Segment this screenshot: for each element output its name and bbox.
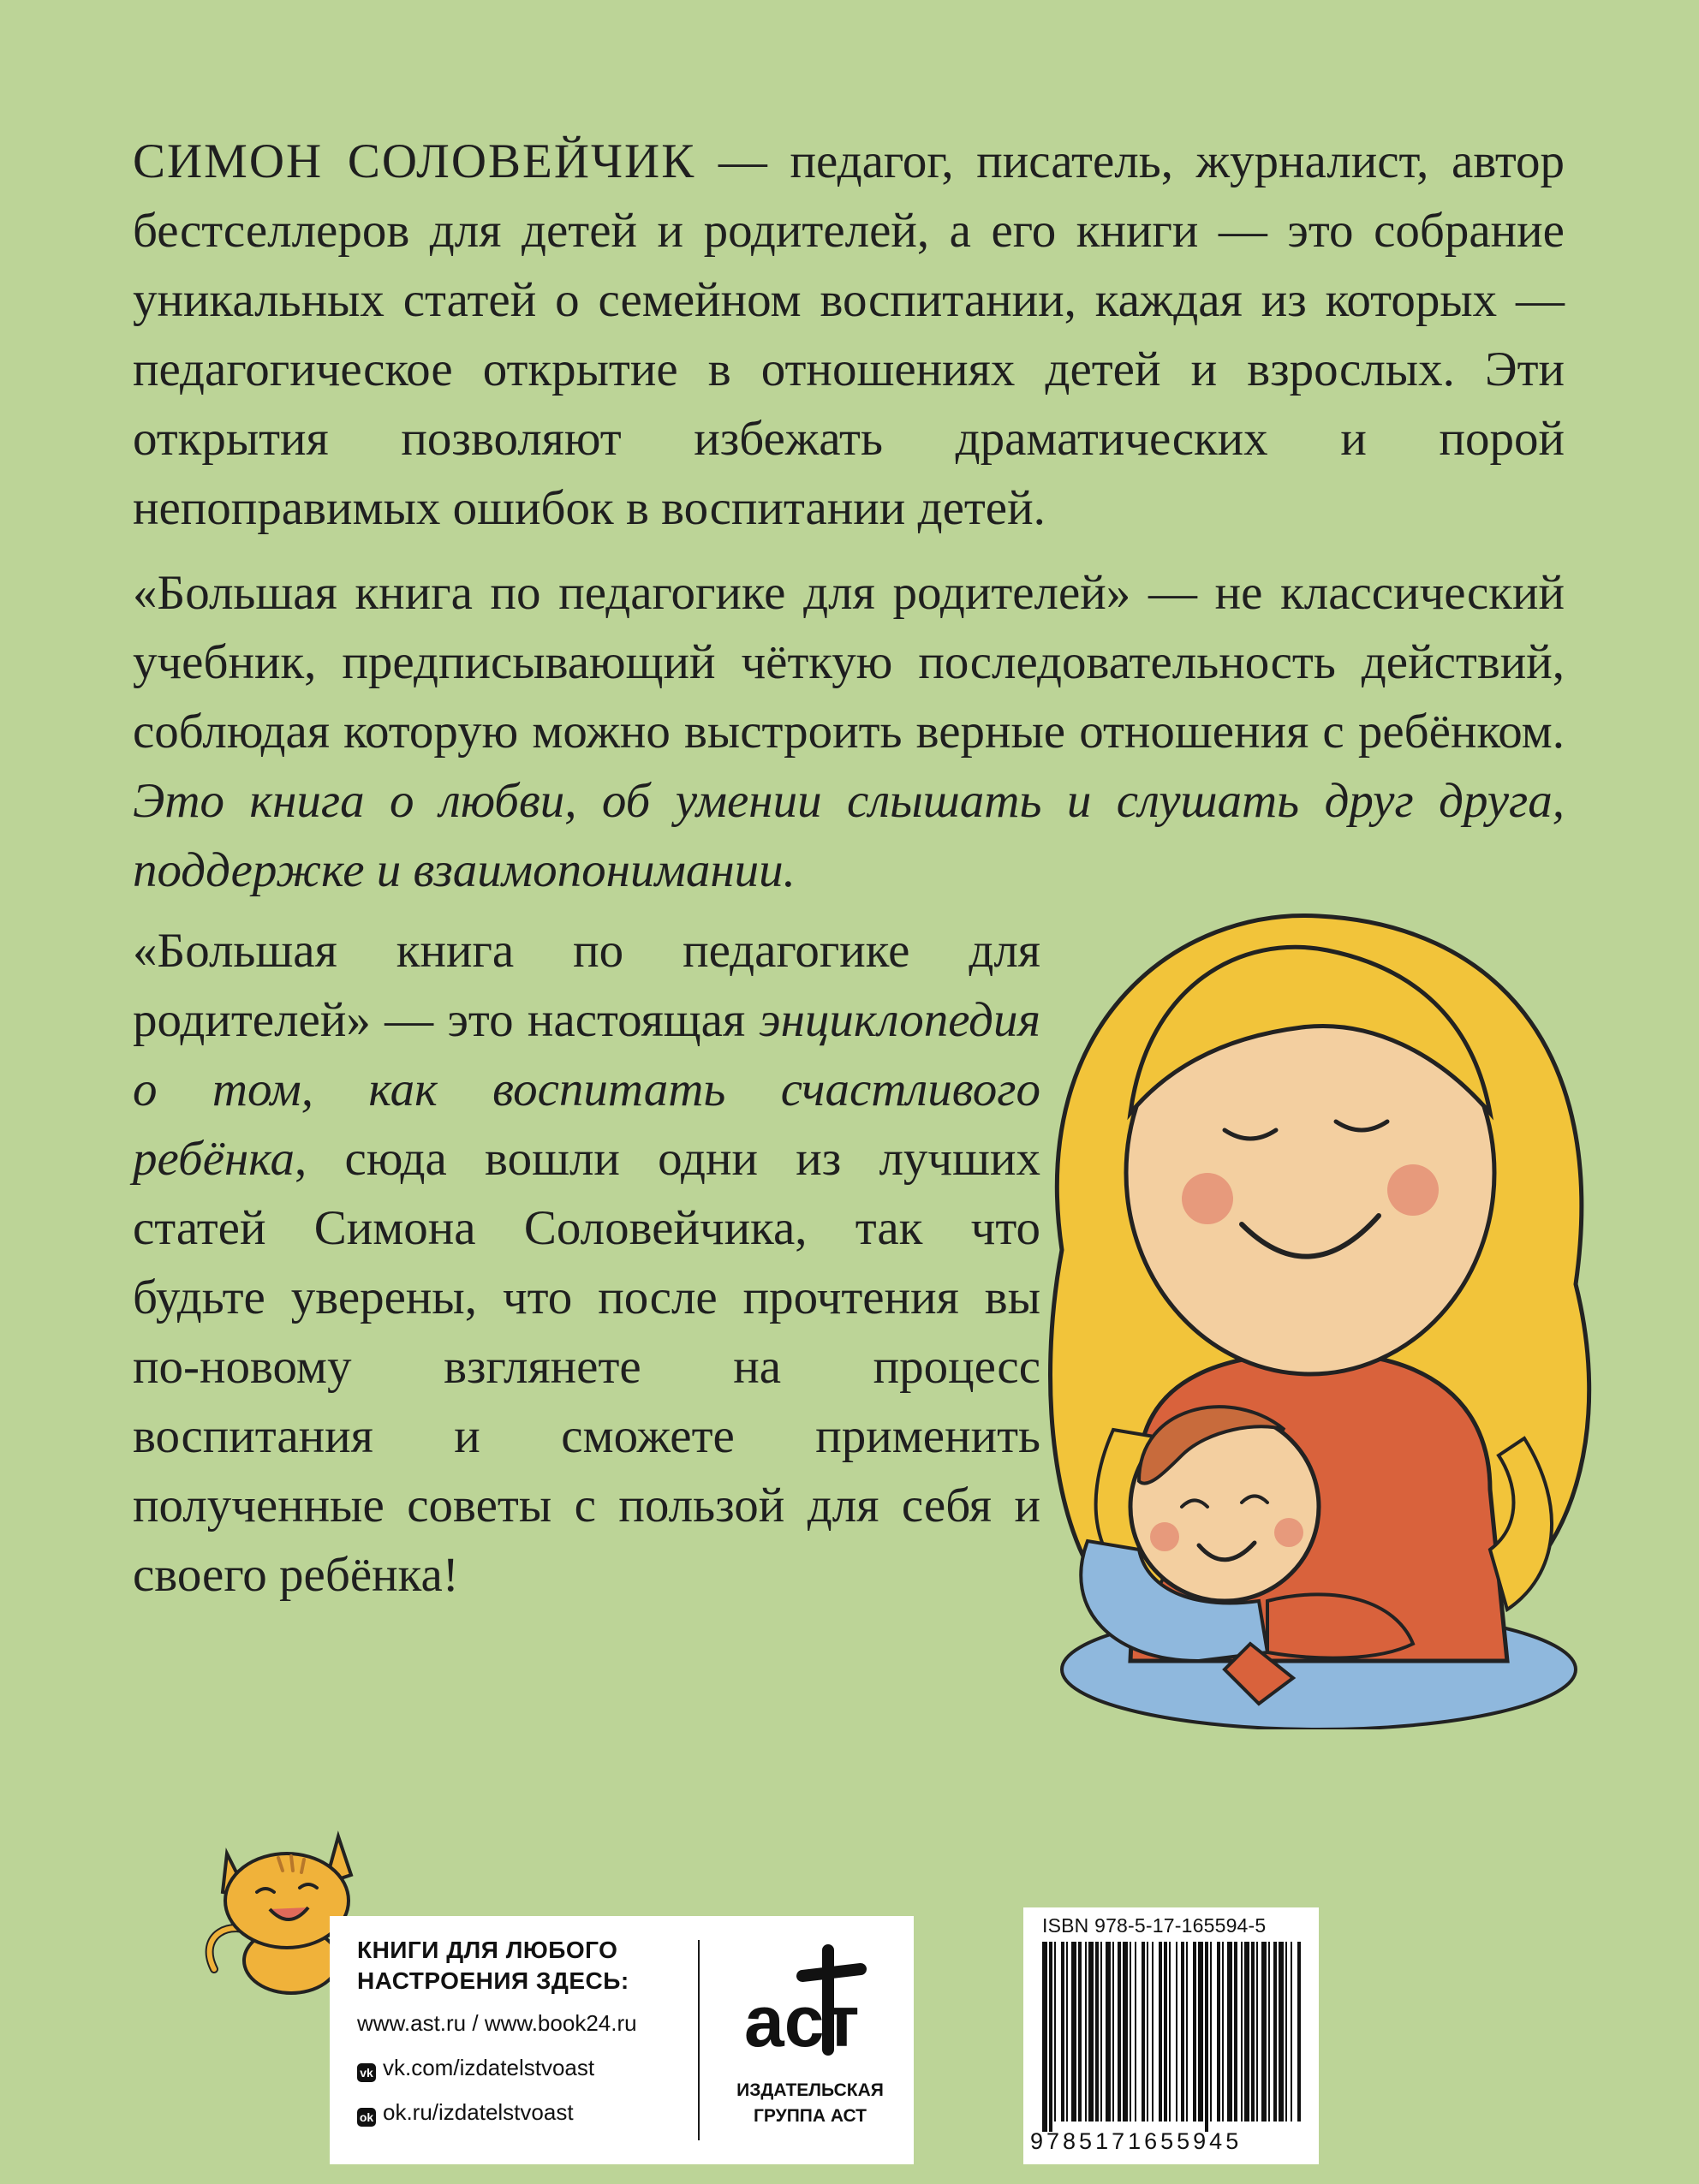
barcode-bar xyxy=(1123,1942,1128,2122)
barcode-bar xyxy=(1193,1942,1196,2122)
author-bio-paragraph xyxy=(133,127,1565,543)
barcode-bar xyxy=(1042,1942,1047,2132)
isbn-label: ISBN 978-5-17-165594-5 xyxy=(1042,1914,1267,1937)
barcode-bar xyxy=(1176,1942,1177,2122)
barcode-bar xyxy=(1147,1942,1148,2122)
ast-logo-icon xyxy=(732,1933,895,2062)
baby-left-cheek xyxy=(1150,1522,1179,1551)
author-bio-text: — педагог, писатель, журналист, автор бестселлеров для детей и родителей, а его книги — это собрание уникальных статей о семейном воспитании, каждая из которых — педагогическое открытие в отношениях детей и взрослых. Эти открытия позволяют избежать драматических и порой непоправимых ошибок в воспитании детей. xyxy=(133,134,1565,535)
barcode-bar xyxy=(1234,1942,1237,2122)
book-description-italic: Это книга о любви, об умении слышать и слушать друг друга, поддержке и взаимопонимании. xyxy=(133,774,1565,897)
ast-logo-text: аст xyxy=(744,1981,860,2062)
book-encyclopedia-paragraph xyxy=(133,916,1040,1610)
promo-heading-line1: КНИГИ ДЛЯ ЛЮБОГО xyxy=(357,1937,618,1963)
barcode-bar xyxy=(1241,1942,1243,2122)
book-description-text: «Большая книга по педагогике для родителей» — не классический учебник, предписывающий чёткую последовательность действий, соблюдая которую можно выстроить верные отношения с ребёнком. xyxy=(133,566,1565,759)
barcode-bar xyxy=(1112,1942,1114,2122)
barcode-bar xyxy=(1217,1942,1220,2122)
barcode-bar xyxy=(1106,1942,1111,2122)
barcode-bar xyxy=(1256,1942,1258,2122)
barcode-bar xyxy=(1285,1942,1287,2122)
barcode-bar xyxy=(1095,1942,1099,2122)
barcode-digits: 9785171655945 xyxy=(1030,2128,1243,2154)
barcode-bar xyxy=(1273,1942,1277,2122)
promo-ok-text: ok.ru/izdatelstvoast xyxy=(383,2099,574,2125)
barcode-bar xyxy=(1186,1942,1188,2122)
promo-vk-text: vk.com/izdatelstvoast xyxy=(383,2055,595,2080)
barcode-bar xyxy=(1100,1942,1102,2122)
ok-icon: ok xyxy=(357,2108,376,2127)
promo-heading-line2: НАСТРОЕНИЯ ЗДЕСЬ: xyxy=(357,1967,629,1994)
promo-heading xyxy=(357,1935,629,1997)
barcode-bar xyxy=(1061,1942,1064,2122)
barcode-bar xyxy=(1244,1942,1249,2122)
author-name: СИМОН СОЛОВЕЙЧИК xyxy=(133,134,696,188)
barcode-bar xyxy=(1054,1942,1056,2122)
barcode-bar xyxy=(1291,1942,1292,2122)
mother-right-cheek xyxy=(1387,1164,1439,1216)
barcode-bar xyxy=(1222,1942,1224,2122)
barcode-bar xyxy=(1279,1942,1284,2122)
promo-websites-link[interactable]: www.ast.ru / www.book24.ru xyxy=(357,2010,637,2036)
barcode-bar xyxy=(1135,1942,1136,2122)
barcode-bar xyxy=(1118,1942,1121,2122)
barcode-bar xyxy=(1205,1942,1208,2132)
barcode-bar xyxy=(1085,1942,1087,2122)
mother-left-cheek xyxy=(1182,1173,1233,1224)
vk-icon: vk xyxy=(357,2063,376,2082)
ast-caption-line1: ИЗДАТЕЛЬСКАЯ xyxy=(736,2080,884,2100)
barcode-bar xyxy=(1130,1942,1131,2122)
barcode-bar xyxy=(1049,1942,1052,2132)
encyclopedia-text-start: «Большая книга по педагогике для родителей» — это настоящая xyxy=(133,924,1040,1047)
barcode-bar xyxy=(1227,1942,1232,2122)
barcode-bar xyxy=(1164,1942,1167,2122)
barcode-bar xyxy=(1261,1942,1267,2122)
barcode-bar xyxy=(1088,1942,1094,2122)
barcode-icon xyxy=(1042,1942,1301,2132)
barcode-bar xyxy=(1066,1942,1068,2122)
publisher-promo-box xyxy=(330,1916,914,2164)
barcode-bar xyxy=(1152,1942,1154,2122)
book-description-paragraph xyxy=(133,558,1565,905)
barcode-bar xyxy=(1210,1942,1212,2122)
ast-caption-line2: ГРУППА АСТ xyxy=(754,2106,867,2126)
barcode-bar xyxy=(1169,1942,1171,2122)
barcode-bar xyxy=(1297,1942,1301,2122)
isbn-barcode-box xyxy=(1023,1907,1319,2164)
promo-vk-link[interactable] xyxy=(357,2053,594,2082)
encyclopedia-italic: энциклопедия о том, как воспитать счастливого ребёнка xyxy=(133,993,1040,1186)
barcode-bar xyxy=(1268,1942,1270,2122)
barcode-bar xyxy=(1159,1942,1162,2122)
encyclopedia-text-end: , сюда вошли одни из лучших статей Симона Соловейчика, так что будьте уверены, что после прочтения вы по-новому взглянете на процесс воспитания и сможете применить полученные советы с пользой для себя и своего ребёнка! xyxy=(133,1132,1040,1602)
barcode-bar xyxy=(1181,1942,1184,2122)
barcode-bar xyxy=(1078,1942,1082,2122)
barcode-bar xyxy=(1198,1942,1203,2122)
mother-hugging-child-illustration xyxy=(1010,890,1627,1729)
promo-divider xyxy=(698,1940,700,2140)
barcode-bar xyxy=(1251,1942,1255,2122)
barcode-bar xyxy=(1071,1942,1076,2122)
barcode-bar xyxy=(1142,1942,1145,2122)
baby-right-cheek xyxy=(1274,1518,1303,1547)
promo-ok-link[interactable] xyxy=(357,2098,574,2127)
